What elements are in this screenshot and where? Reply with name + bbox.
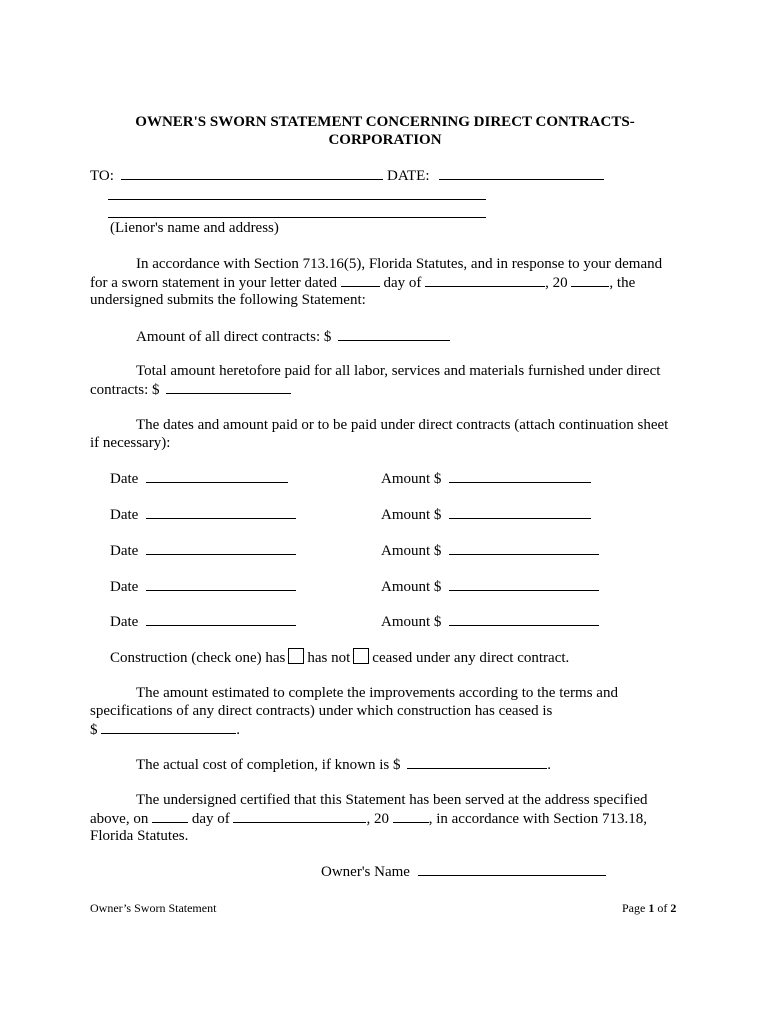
date-entry-label: Date [110, 579, 139, 595]
actual-cost-label: The actual cost of completion, if known is $ [136, 757, 401, 773]
dates-amounts-line2: if necessary): [90, 435, 171, 451]
actual-cost-row [136, 755, 551, 774]
estimate-line1: The amount estimated to complete the improvements according to the terms and [136, 685, 618, 701]
actual-cost-field[interactable] [407, 755, 547, 769]
footer-left: Owner’s Sworn Statement [90, 901, 217, 915]
certify-text-d: , in accordance with Section 713.18, [428, 811, 648, 827]
document-title-line2: CORPORATION [328, 132, 442, 148]
page-total: 2 [670, 901, 677, 915]
to-label: TO: [90, 168, 114, 184]
amount-direct-label: Amount of all direct contracts: $ [136, 329, 332, 345]
date-entry-field[interactable] [146, 612, 296, 626]
served-year-field[interactable] [393, 809, 429, 823]
amount-entry-row [381, 612, 599, 631]
date-entry-row [110, 541, 296, 560]
ceased-label: ceased under any direct contract. [372, 650, 570, 666]
amount-entry-label: Amount $ [381, 543, 442, 559]
date-entry-label: Date [110, 543, 139, 559]
total-paid-label: contracts: $ [90, 382, 160, 398]
date-entry-field[interactable] [146, 505, 296, 519]
served-month-field[interactable] [233, 809, 366, 823]
amount-entry-field[interactable] [449, 612, 599, 626]
date-entry-row [110, 577, 296, 596]
amount-entry-field[interactable] [449, 577, 599, 591]
amount-entry-label: Amount $ [381, 579, 442, 595]
intro-line1: In accordance with Section 713.16(5), Florida Statutes, and in response to your demand [136, 256, 663, 272]
certify-text-b: day of [191, 811, 230, 827]
amount-entry-field[interactable] [449, 541, 599, 555]
has-not-label: has not [307, 650, 351, 666]
date-entry-label: Date [110, 507, 139, 523]
total-paid-field[interactable] [166, 380, 291, 394]
lienor-address-line-2[interactable] [108, 217, 486, 218]
construction-label: Construction (check one) has [110, 650, 286, 666]
owner-name-label: Owner's Name [321, 864, 410, 880]
document-title-line1: OWNER'S SWORN STATEMENT CONCERNING DIRECT CONTRACTS- [135, 114, 635, 130]
intro-line3: undersigned submits the following Statement: [90, 292, 366, 308]
amount-direct-row [136, 327, 450, 346]
date-label: DATE: [387, 168, 430, 184]
has-checkbox[interactable] [288, 648, 304, 664]
owner-name-row [321, 862, 606, 881]
letter-year-field[interactable] [571, 273, 609, 287]
date-field[interactable] [439, 166, 604, 180]
estimate-dollar: $ [90, 722, 98, 738]
intro-text-a: for a sworn statement in your letter dated [90, 275, 338, 291]
certify-line3: Florida Statutes. [90, 828, 189, 844]
amount-entry-label: Amount $ [381, 471, 442, 487]
intro-text-c: , 20 [545, 275, 568, 291]
intro-text-d: , the [609, 275, 636, 291]
amount-direct-field[interactable] [338, 327, 450, 341]
certify-text-a: above, on [90, 811, 149, 827]
certify-line1: The undersigned certified that this Statement has been served at the address specified [136, 792, 648, 808]
owner-name-field[interactable] [418, 862, 606, 876]
date-entry-label: Date [110, 614, 139, 630]
letter-day-field[interactable] [341, 273, 380, 287]
construction-row [110, 648, 569, 667]
footer-page-number [622, 901, 676, 915]
date-entry-field[interactable] [146, 541, 296, 555]
amount-entry-label: Amount $ [381, 614, 442, 630]
date-entry-row [110, 469, 288, 488]
total-paid-line1: Total amount heretofore paid for all labor, services and materials furnished under direct [136, 363, 661, 379]
served-day-field[interactable] [152, 809, 188, 823]
date-entry-row [110, 505, 296, 524]
estimate-line3 [90, 720, 240, 739]
estimate-amount-field[interactable] [101, 720, 236, 734]
date-entry-label: Date [110, 471, 139, 487]
date-entry-field[interactable] [146, 469, 288, 483]
amount-entry-field[interactable] [449, 469, 591, 483]
amount-entry-row [381, 469, 591, 488]
to-field[interactable] [121, 166, 383, 180]
amount-entry-field[interactable] [449, 505, 591, 519]
amount-entry-label: Amount $ [381, 507, 442, 523]
to-row [90, 166, 383, 185]
intro-line2 [90, 273, 635, 292]
date-entry-row [110, 612, 296, 631]
has-not-checkbox[interactable] [353, 648, 369, 664]
dates-amounts-line1: The dates and amount paid or to be paid under direct contracts (attach continuation sheet [136, 417, 669, 433]
certify-text-c: , 20 [366, 811, 389, 827]
amount-entry-row [381, 577, 599, 596]
amount-entry-row [381, 541, 599, 560]
amount-entry-row [381, 505, 591, 524]
actual-cost-period: . [547, 757, 552, 773]
page-of-label: of [657, 901, 668, 915]
lienor-label: (Lienor's name and address) [110, 220, 279, 236]
intro-text-b: day of [383, 275, 422, 291]
letter-month-field[interactable] [425, 273, 545, 287]
date-entry-field[interactable] [146, 577, 296, 591]
estimate-period: . [236, 722, 240, 738]
estimate-line2: specifications of any direct contracts) under which construction has ceased is [90, 703, 553, 719]
total-paid-line2 [90, 380, 291, 399]
page-label: Page [622, 901, 646, 915]
lienor-address-line-1[interactable] [108, 199, 486, 200]
page-current: 1 [648, 901, 655, 915]
date-row [387, 166, 604, 185]
certify-line2 [90, 809, 647, 828]
